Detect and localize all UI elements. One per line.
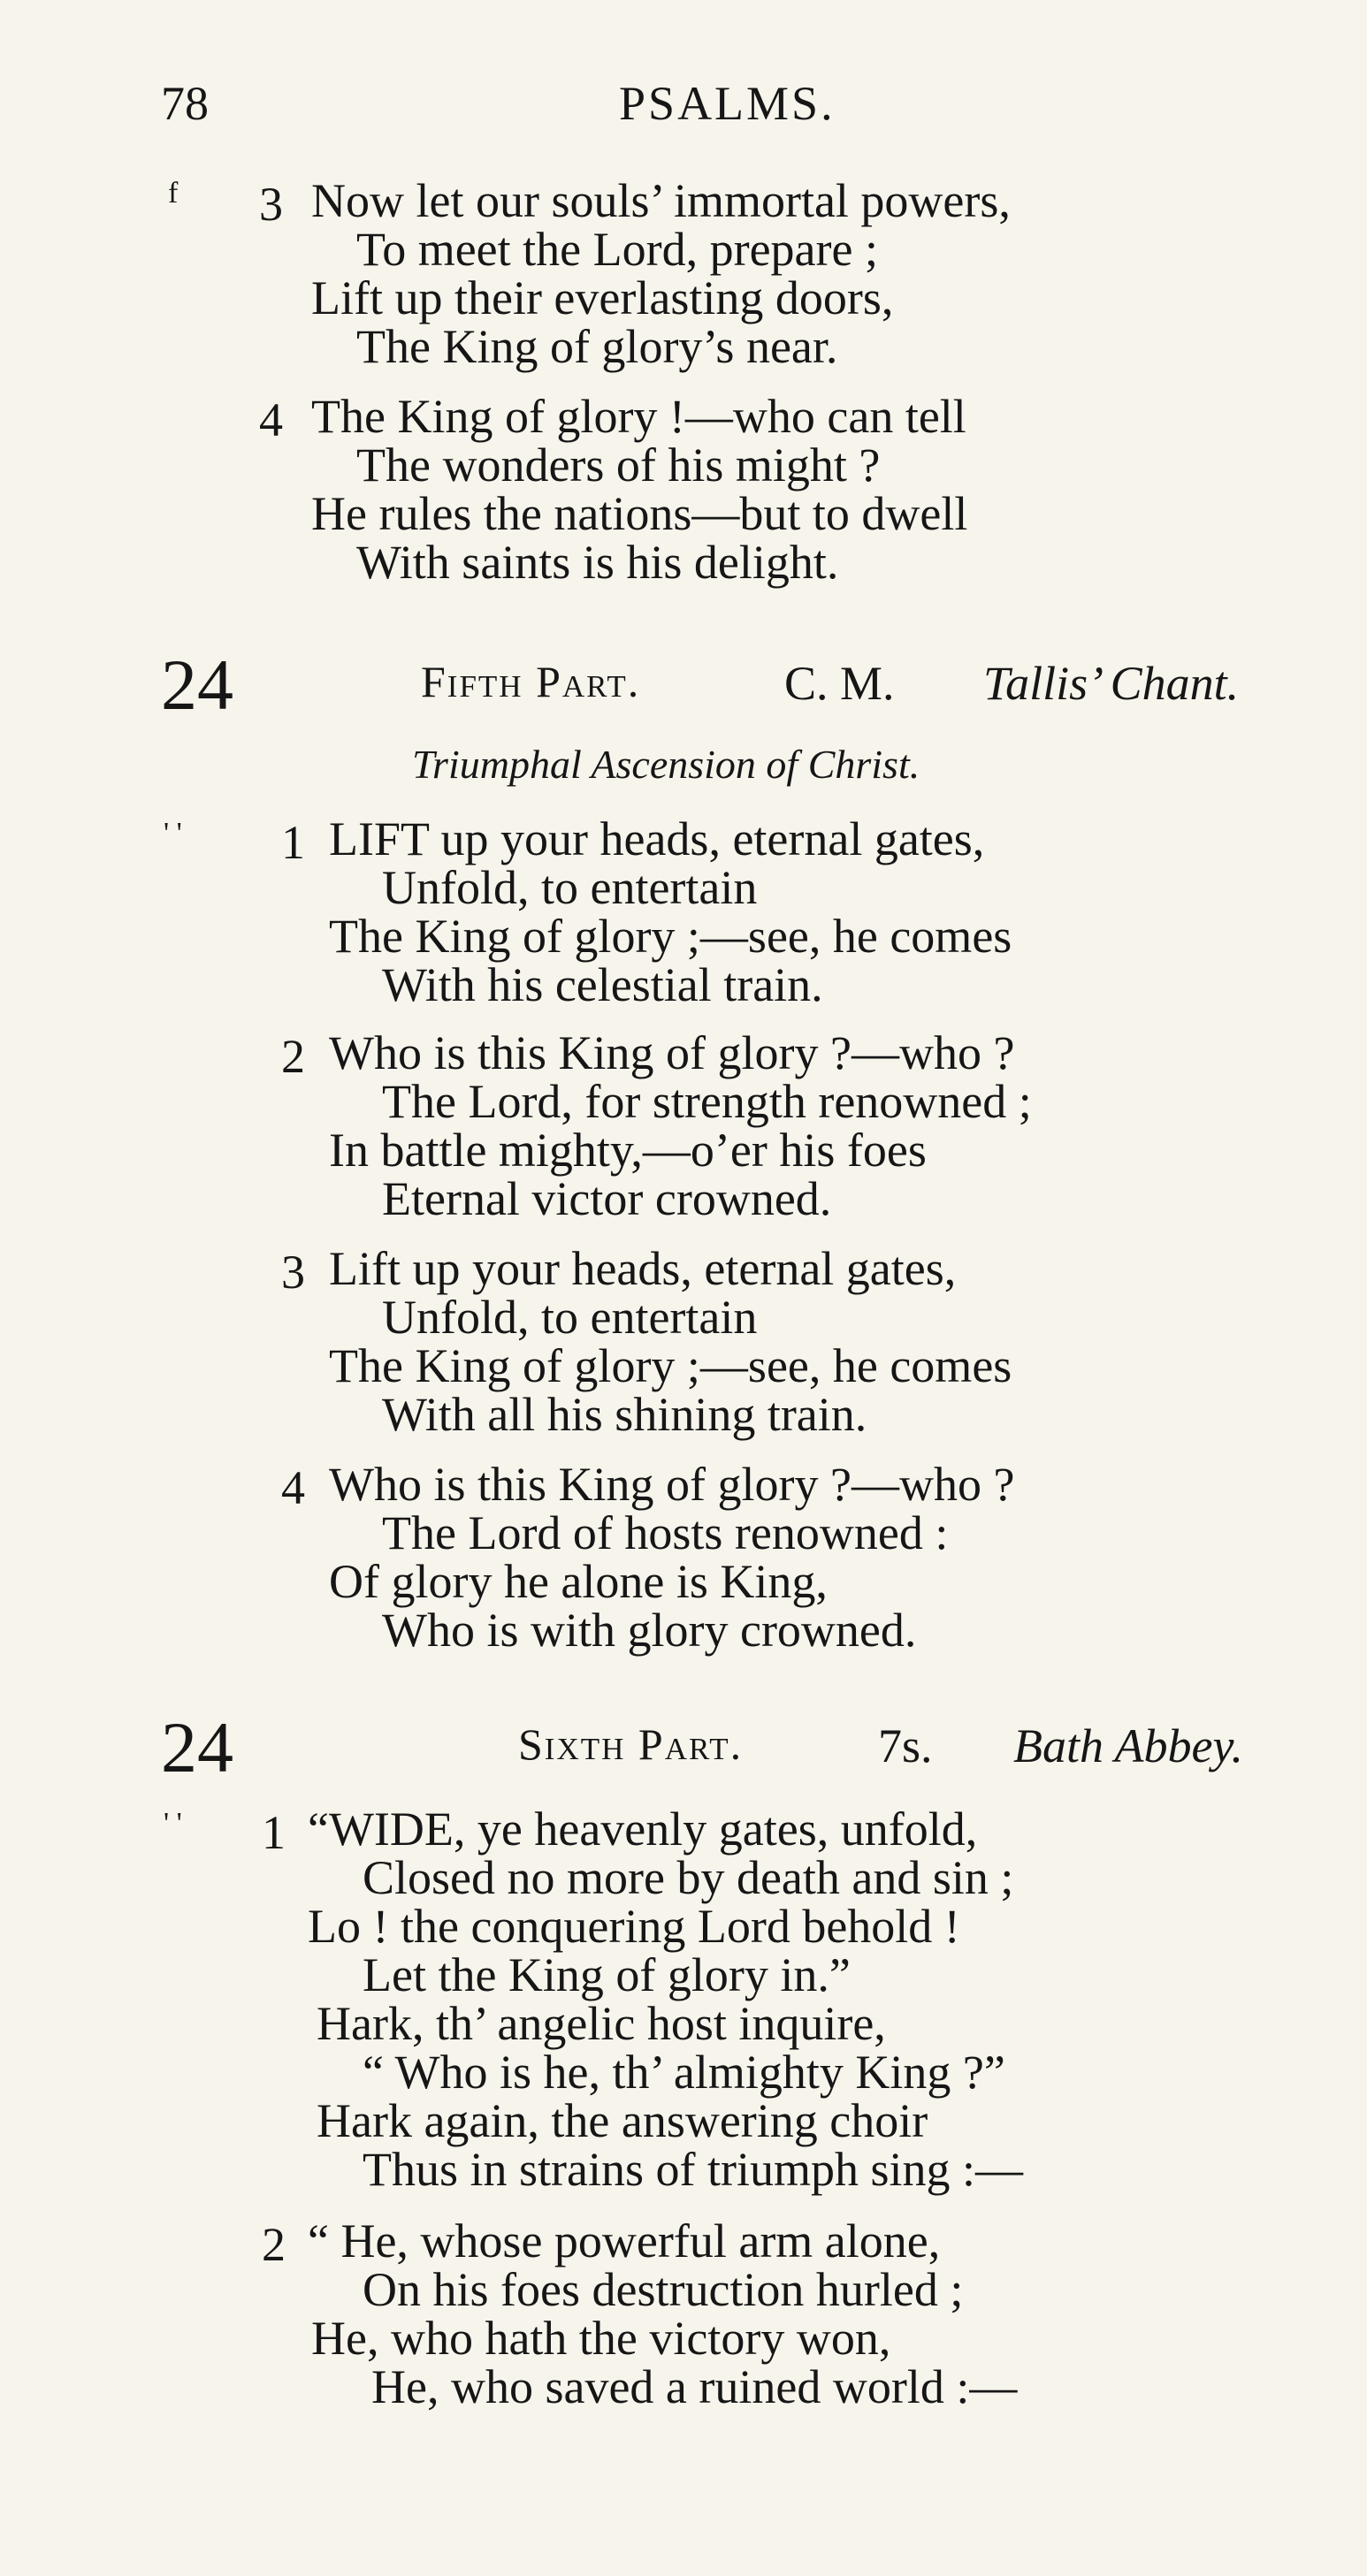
meter: 7s. [878,1719,933,1772]
verse-number: 1 [262,1806,286,1859]
verse-line: Of glory he alone is King, [329,1555,828,1608]
verse-line: Lift up their everlasting doors, [311,271,894,324]
verse-line: “ Who is he, th’ almighty King ?” [363,2046,1005,2099]
page-number: 78 [161,77,209,130]
verse-line: With all his shining train. [382,1388,867,1441]
verse-line: Closed no more by death and sin ; [363,1851,1014,1904]
dynamic-marker: f [168,177,179,210]
part-name: Sixth Part. [518,1719,744,1769]
verse-number: 4 [281,1461,305,1514]
verse-line: He, who saved a ruined world :— [371,2360,1018,2413]
part-name: Fifth Part. [421,657,641,706]
verse-line: The Lord, for strength renowned ; [382,1075,1032,1128]
verse-line: With his celestial train. [382,958,823,1011]
tune-name: Bath Abbey. [1013,1719,1243,1772]
verse-line: Who is this King of glory ?—who ? [329,1458,1015,1511]
verse-number: 3 [281,1246,305,1299]
verse-line: Hark, th’ angelic host inquire, [317,1997,886,2050]
verse-line: Hark again, the answering choir [317,2094,928,2147]
verse-line: The King of glory ;—see, he comes [329,1339,1012,1392]
verse-line: The King of glory ;—see, he comes [329,910,1012,963]
verse-line: LIFT up your heads, eternal gates, [329,812,985,865]
verse-line: Unfold, to entertain [382,861,758,914]
verse-line: To meet the Lord, prepare ; [356,223,878,276]
verse-line: The King of glory’s near. [356,320,838,373]
verse-line: Unfold, to entertain [382,1291,758,1344]
verse-number: 1 [281,816,305,869]
verse-line: Lift up your heads, eternal gates, [329,1242,957,1295]
dynamic-marker: ' ' [164,817,182,850]
verse-line: Who is with glory crowned. [382,1604,917,1657]
verse-line: Eternal victor crowned. [382,1172,832,1225]
psalm-number: 24 [161,1707,233,1787]
part-subtitle: Triumphal Ascension of Christ. [412,742,920,787]
tune-name: Tallis’ Chant. [983,657,1240,710]
verse-line: Let the King of glory in.” [363,1948,851,2001]
running-title: PSALMS. [619,77,836,130]
verse-number: 2 [281,1030,305,1083]
verse-line: Who is this King of glory ?—who ? [329,1026,1015,1079]
meter: C. M. [784,657,895,710]
verse-line: Thus in strains of triumph sing :— [363,2143,1023,2196]
psalm-number: 24 [161,644,233,725]
dynamic-marker: ' ' [164,1807,182,1840]
verse-line: He, who hath the victory won, [311,2312,891,2365]
verse-line: “ He, whose powerful arm alone, [308,2214,941,2267]
verse-line: Lo ! the conquering Lord behold ! [308,1900,960,1953]
verse-line: The King of glory !—who can tell [311,390,966,443]
verse-line: In battle mighty,—o’er his foes [329,1124,927,1177]
verse-line: He rules the nations—but to dwell [311,487,968,540]
verse-line: Now let our souls’ immortal powers, [311,174,1011,227]
verse-line: On his foes destruction hurled ; [363,2263,964,2316]
verse-line: With saints is his delight. [356,536,839,589]
verse-line: “WIDE, ye heavenly gates, unfold, [308,1802,978,1856]
verse-number: 4 [259,393,283,446]
verse-number: 2 [262,2218,286,2271]
verse-line: The wonders of his might ? [356,438,881,492]
verse-line: The Lord of hosts renowned : [382,1506,949,1559]
verse-number: 3 [259,178,283,231]
